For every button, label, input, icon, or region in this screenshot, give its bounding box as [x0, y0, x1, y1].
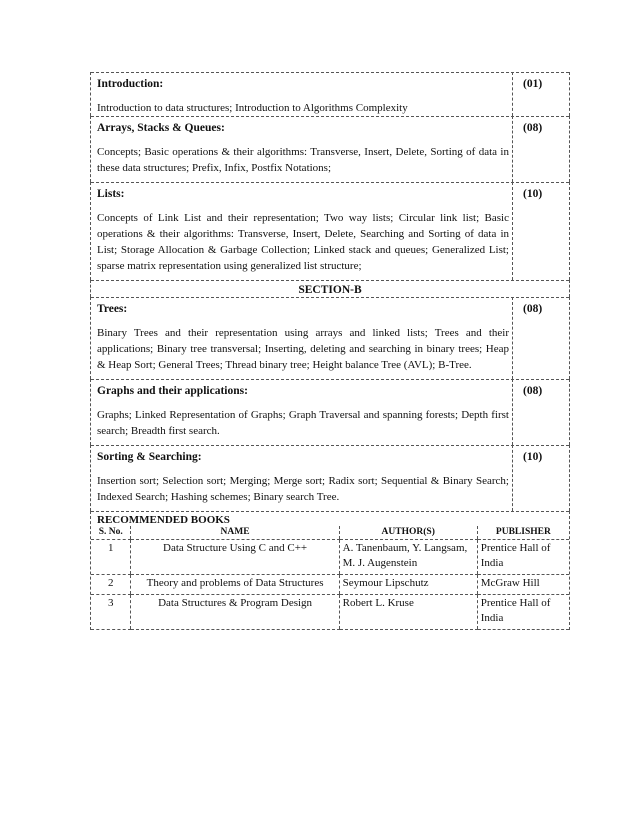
column-divider — [512, 297, 513, 379]
unit-title: Introduction: — [97, 78, 164, 90]
unit-introduction — [90, 72, 570, 116]
unit-hours: (08) — [523, 303, 543, 315]
unit-text: Graphs; Linked Representation of Graphs; Graph Traversal and spanning forests; Depth first search; Breadth first search. — [97, 409, 509, 437]
unit-header — [91, 297, 569, 317]
column-divider — [512, 445, 513, 511]
recommended-books — [90, 511, 570, 630]
book-no: 3 — [91, 595, 131, 630]
book-name: Data Structure Using C and C++ — [131, 540, 339, 575]
header-name: NAME — [131, 526, 339, 540]
book-author: Seymour Lipschutz — [339, 575, 477, 595]
table-row — [91, 595, 569, 630]
syllabus-sheet — [90, 72, 570, 630]
unit-hours: (10) — [523, 188, 543, 200]
unit-arrays-stacks-queues — [90, 116, 570, 182]
unit-graphs — [90, 379, 570, 445]
unit-text: Concepts; Basic operations & their algorithms: Transverse, Insert, Delete, Sorting of data in these data structures; Prefix, Infix, Postfix Notations; — [97, 146, 509, 174]
book-author: A. Tanenbaum, Y. Langsam, M. J. Augenstein — [339, 540, 477, 575]
header-no: S. No. — [91, 526, 131, 540]
unit-lists — [90, 182, 570, 280]
books-header-row — [91, 526, 569, 540]
book-name: Theory and problems of Data Structures — [131, 575, 339, 595]
unit-text: Concepts of Link List and their representation; Two way lists; Circular link list; Basic operations & their algorithms: Transverse, Insert, Delete, Searching and Sorting of data in List; Storage Allocation & Garbage Collection; Linked stack and queues; Generalized List; sparse matrix representation using generalized list structure; — [97, 212, 509, 272]
unit-title: Lists: — [97, 188, 125, 200]
table-row — [91, 575, 569, 595]
book-author: Robert L. Kruse — [339, 595, 477, 630]
unit-hours: (08) — [523, 385, 543, 397]
header-publisher: PUBLISHER — [477, 526, 569, 540]
section-b-heading: SECTION-B — [91, 280, 569, 297]
unit-text: Binary Trees and their representation using arrays and linked lists; Trees and their applications; Binary tree transversal; Inserting, deleting and searching in binary trees; Heap & Heap Sort; General Trees; Thread binary tree; Height balance Tree (AVL); B-Tree. — [97, 327, 509, 371]
unit-header — [91, 182, 569, 202]
unit-header — [91, 379, 569, 399]
unit-sorting-searching — [90, 445, 570, 511]
column-divider — [512, 379, 513, 445]
unit-trees — [90, 297, 570, 379]
column-divider — [512, 116, 513, 182]
unit-title: Trees: — [97, 303, 128, 315]
books-table — [91, 526, 569, 630]
unit-header — [91, 445, 569, 465]
book-no: 2 — [91, 575, 131, 595]
book-publisher: McGraw Hill — [477, 575, 569, 595]
book-name: Data Structures & Program Design — [131, 595, 339, 630]
unit-text: Insertion sort; Selection sort; Merging; Merge sort; Radix sort; Sequential & Binary Search; Indexed Search; Hashing schemes; Binary search Tree. — [97, 475, 509, 503]
books-title: RECOMMENDED BOOKS — [91, 511, 569, 526]
unit-title: Graphs and their applications: — [97, 385, 248, 397]
section-b-row — [90, 280, 570, 297]
unit-title: Arrays, Stacks & Queues: — [97, 122, 225, 134]
book-publisher: Prentice Hall of India — [477, 595, 569, 630]
unit-header — [91, 116, 569, 136]
column-divider — [512, 72, 513, 116]
unit-hours: (10) — [523, 451, 543, 463]
unit-hours: (01) — [523, 78, 543, 90]
unit-title: Sorting & Searching: — [97, 451, 202, 463]
unit-text: Introduction to data structures; Introduction to Algorithms Complexity — [97, 102, 408, 114]
book-publisher: Prentice Hall of India — [477, 540, 569, 575]
book-no: 1 — [91, 540, 131, 575]
unit-hours: (08) — [523, 122, 543, 134]
table-row — [91, 540, 569, 575]
unit-header — [91, 72, 569, 92]
header-author: AUTHOR(S) — [339, 526, 477, 540]
column-divider — [512, 182, 513, 280]
